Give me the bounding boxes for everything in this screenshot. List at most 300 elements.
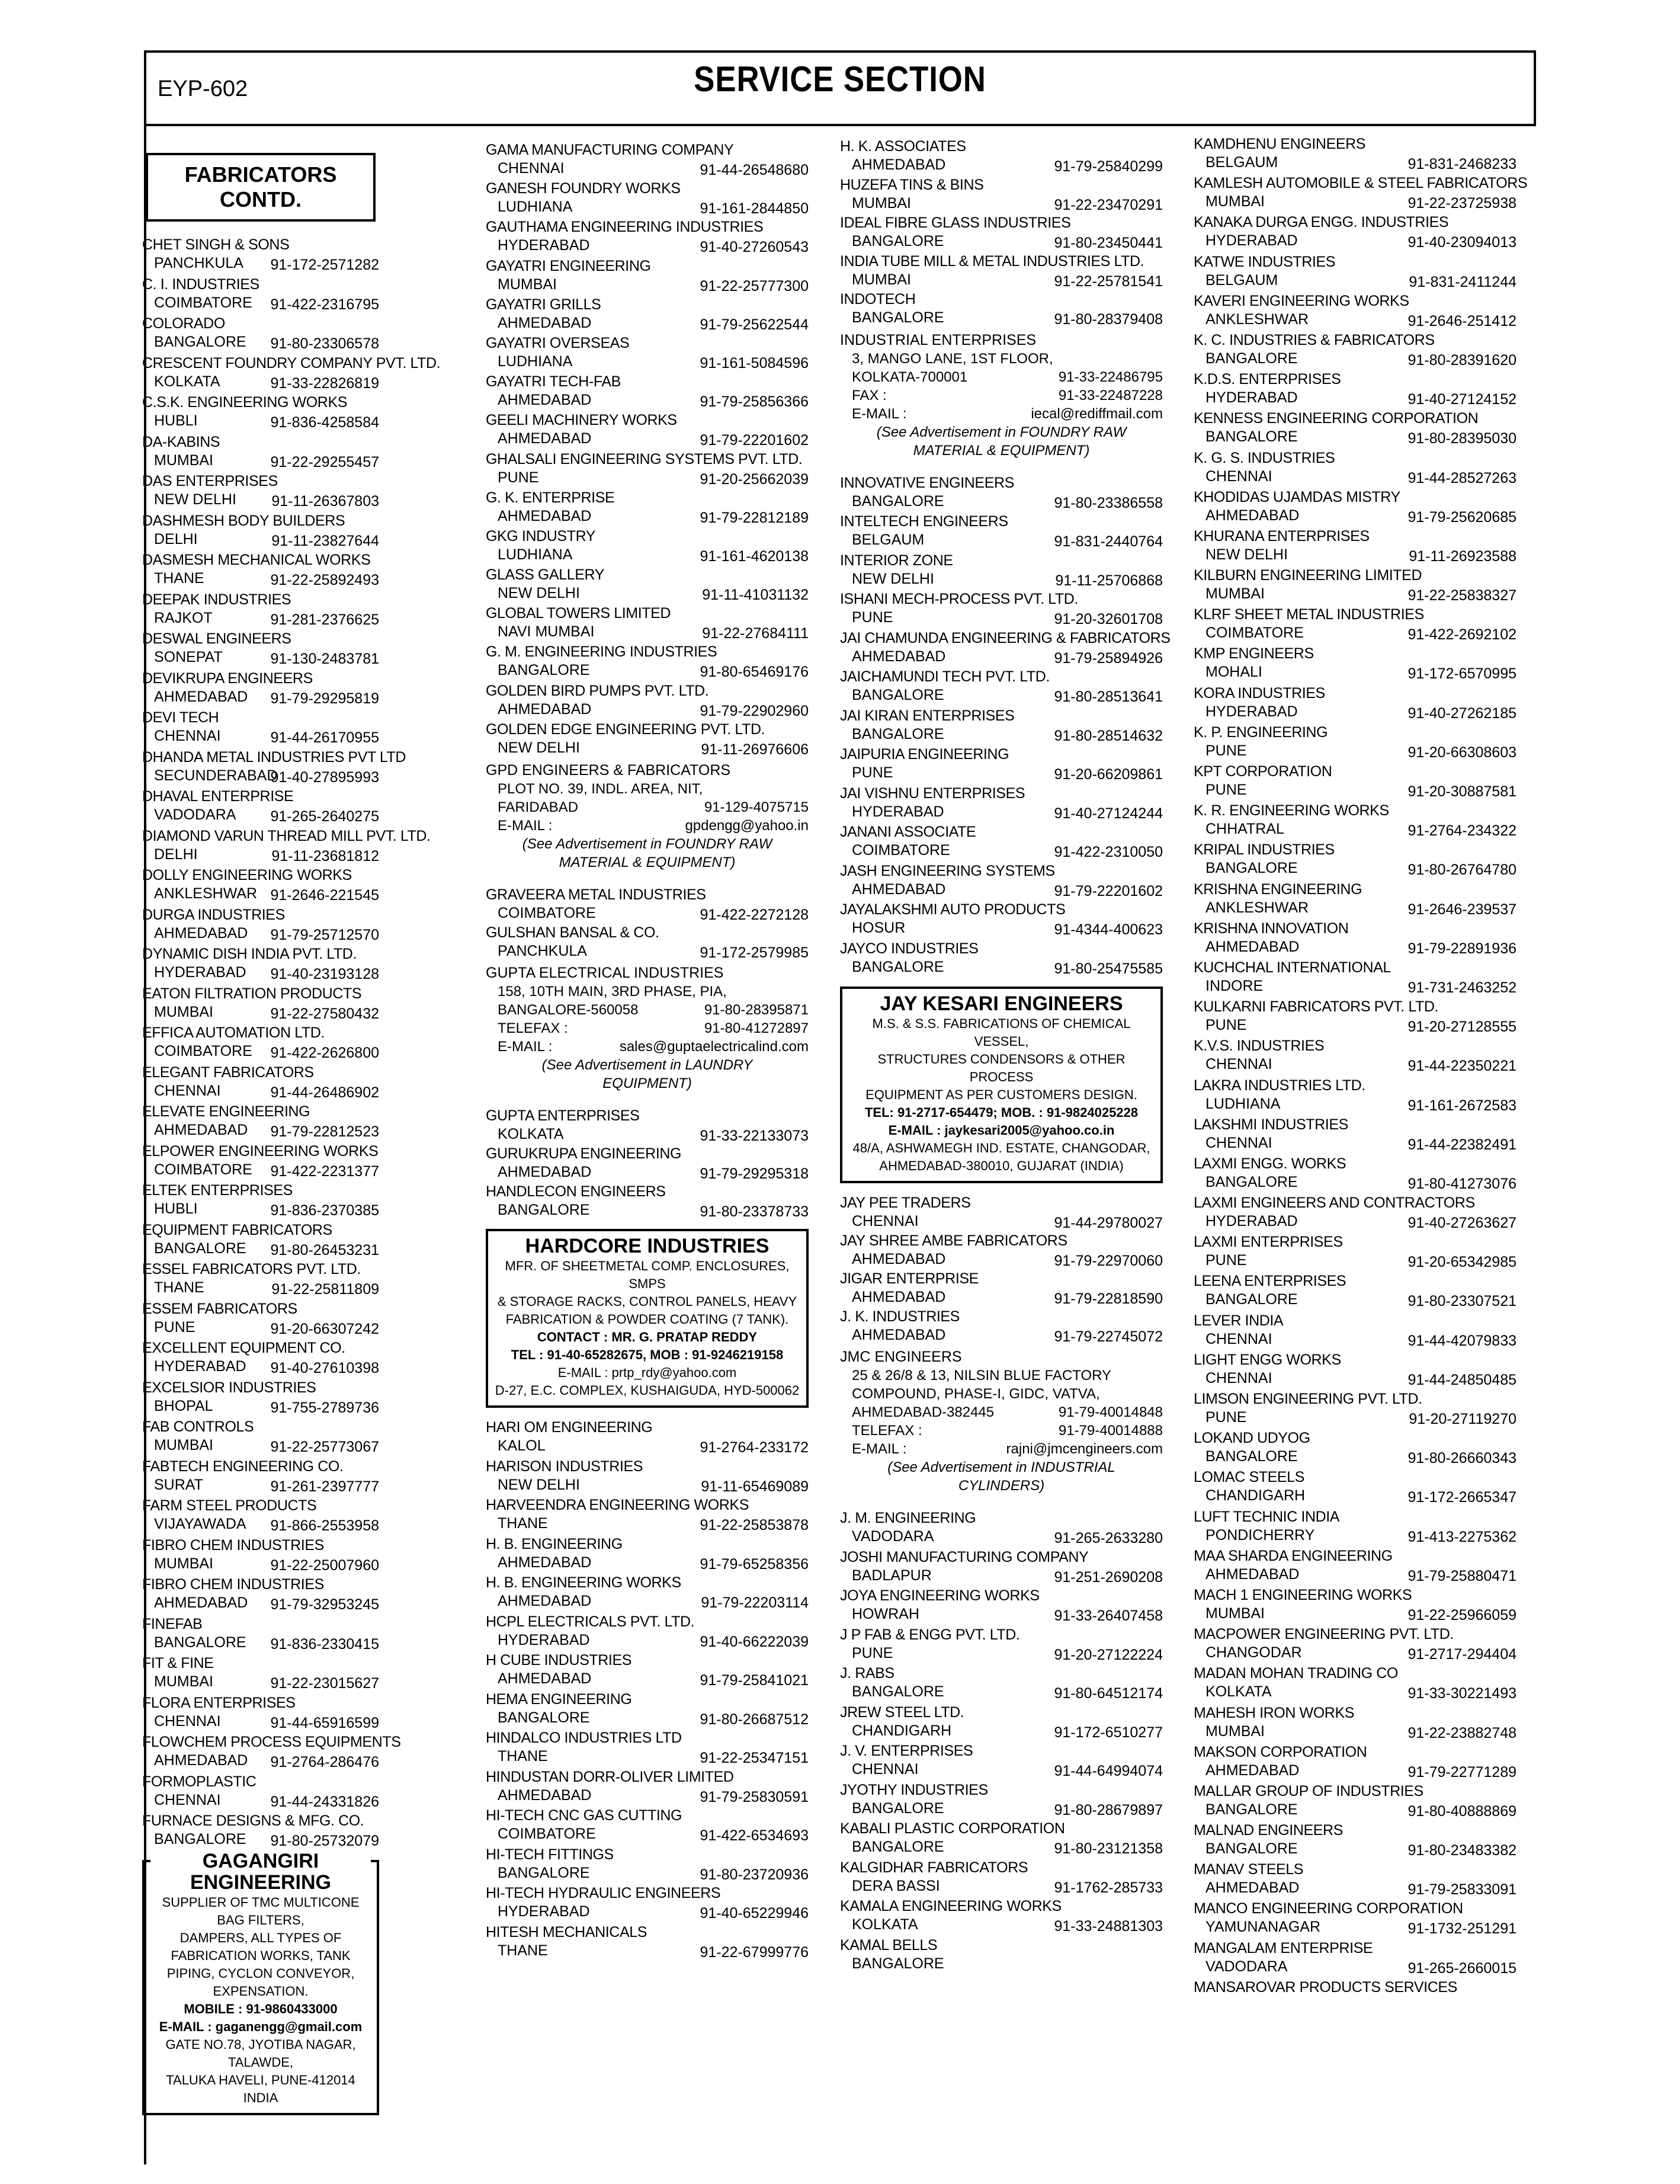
detail-phone: 91-129-4075715	[704, 799, 809, 815]
detail-entry	[486, 964, 809, 1093]
company-name: FLORA ENTERPRISES	[142, 1694, 296, 1711]
company-name: DEVI TECH	[142, 709, 219, 726]
detail-entry	[840, 331, 1163, 460]
company-name: C.S.K. ENGINEERING WORKS	[142, 394, 348, 411]
listing-entry	[142, 709, 379, 748]
company-name: DEVIKRUPA ENGINEERS	[142, 670, 313, 687]
listing-entry	[486, 924, 809, 962]
detail-line	[840, 1403, 1163, 1421]
company-phone: 91-11-26976606	[701, 741, 809, 758]
listing-entry	[486, 1107, 809, 1145]
detail-address: 25 & 26/8 & 13, NILSIN BLUE FACTORY	[852, 1368, 1111, 1384]
company-name: KAMLESH AUTOMOBILE & STEEL FABRICATORS	[1194, 175, 1528, 192]
company-name: MANCO ENGINEERING CORPORATION	[1194, 1900, 1463, 1917]
company-city: AHMEDABAD	[154, 1122, 248, 1138]
company-city: THANE	[498, 1515, 548, 1532]
company-city: BANGALORE	[1206, 428, 1298, 446]
company-city: NEW DELHI	[852, 570, 934, 587]
company-city: PUNE	[1206, 1017, 1247, 1034]
company-city: MUMBAI	[852, 271, 911, 288]
listing-entry	[840, 1587, 1163, 1626]
column-1-list	[142, 236, 441, 1852]
company-phone: 91-40-66222039	[700, 1633, 809, 1650]
company-city: AHMEDABAD	[852, 1251, 946, 1267]
advert-address: AHMEDABAD-380010, GUJARAT (INDIA)	[879, 1158, 1124, 1173]
company-city: HYDERABAD	[852, 803, 944, 820]
page-code: EYP-602	[158, 76, 248, 101]
company-city: BANGALORE	[1206, 1173, 1298, 1190]
company-phone: 91-20-66308603	[1408, 744, 1517, 761]
listing-entry	[1194, 1625, 1517, 1664]
company-name: FIT & FINE	[142, 1655, 214, 1671]
company-name: CRESCENT FOUNDRY COMPANY PVT. LTD.	[142, 354, 441, 372]
company-name: LAXMI ENGINEERS AND CONTRACTORS	[1194, 1195, 1475, 1212]
company-name: ELEGANT FABRICATORS	[142, 1064, 314, 1081]
listing-entry	[486, 1535, 809, 1574]
company-phone: 91-22-25892493	[270, 572, 379, 588]
advert-contact: E-MAIL : gaganengg@gmail.com	[159, 2019, 363, 2034]
company-phone: 91-44-22350221	[1408, 1058, 1517, 1075]
company-name: FAB CONTROLS	[142, 1418, 254, 1435]
listing-entry	[1194, 1508, 1517, 1547]
listing-entry	[1194, 1704, 1517, 1743]
company-phone: 91-413-2275362	[1408, 1528, 1517, 1545]
company-phone: 91-79-29295318	[700, 1165, 809, 1182]
company-name: GAUTHAMA ENGINEERING INDUSTRIES	[486, 219, 764, 236]
listing-entry	[840, 1703, 1163, 1743]
company-phone: 91-22-23725938	[1408, 195, 1517, 212]
company-name: FORMOPLASTIC	[142, 1773, 257, 1790]
company-name: LIGHT ENGG WORKS	[1194, 1351, 1341, 1368]
column-2-list-c	[486, 1107, 809, 1221]
company-name: G. K. ENTERPRISE	[486, 489, 615, 506]
company-name: GAYATRI TECH-FAB	[486, 373, 621, 390]
company-phone: 91-44-24331826	[270, 1793, 379, 1810]
company-phone: 91-20-65342985	[1408, 1254, 1517, 1271]
detail-email: gpdengg@yahoo.in	[685, 818, 809, 834]
company-phone: 91-80-25732079	[270, 1833, 379, 1849]
company-phone: 91-79-32953245	[270, 1596, 379, 1613]
listing-entry	[142, 1142, 379, 1182]
company-city: HYDERABAD	[1206, 232, 1298, 249]
listing-entry	[142, 630, 379, 670]
company-city: COIMBATORE	[154, 1043, 252, 1059]
advert-contact: TEL : 91-40-65282675, MOB : 91-9246219158	[511, 1347, 784, 1362]
detail-telefax-label: TELEFAX :	[852, 1423, 922, 1439]
listing-entry	[840, 552, 1163, 591]
company-city: BANGALORE	[1206, 1840, 1298, 1858]
listing-entry	[1194, 1900, 1517, 1939]
listing-entry	[840, 290, 1163, 329]
company-phone: 91-40-27263627	[1408, 1215, 1517, 1232]
listing-entry	[840, 784, 1163, 824]
column-3-list-a	[840, 137, 1163, 329]
listing-entry	[1194, 331, 1517, 370]
company-phone: 91-79-22812523	[270, 1123, 379, 1140]
company-city: BANGALORE	[154, 334, 246, 350]
company-name: GHALSALI ENGINEERING SYSTEMS PVT. LTD.	[486, 450, 803, 467]
listing-entry	[840, 1936, 1163, 1975]
listing-entry	[1194, 1860, 1517, 1900]
company-city: PUNE	[852, 764, 893, 781]
company-phone: 91-866-2553958	[270, 1517, 379, 1534]
company-city: LUDHIANA	[1206, 1095, 1281, 1112]
company-phone: 91-22-25777300	[700, 277, 809, 294]
listing-entry	[142, 906, 379, 946]
company-phone: 91-79-25880471	[1408, 1567, 1517, 1584]
company-name: KRIPAL INDUSTRIES	[1194, 841, 1335, 859]
listing-entry	[486, 720, 809, 759]
company-phone: 91-422-2626800	[270, 1045, 379, 1061]
listing-entry	[486, 218, 809, 257]
company-name: GEELI MACHINERY WORKS	[486, 412, 677, 429]
advert-line: & STORAGE RACKS, CONTROL PANELS, HEAVY	[497, 1294, 797, 1309]
company-phone: 91-11-23827644	[271, 532, 379, 549]
company-phone: 91-80-28395030	[1408, 430, 1517, 447]
listing-entry	[486, 1768, 809, 1807]
company-city: CHHATRAL	[1206, 821, 1284, 838]
company-city: BANGALORE	[498, 1202, 590, 1218]
listing-entry	[1194, 1077, 1517, 1116]
company-name: MACPOWER ENGINEERING PVT. LTD.	[1194, 1626, 1454, 1643]
company-phone: 91-79-25856366	[700, 393, 809, 411]
advert-address: GATE NO.78, JYOTIBA NAGAR, TALAWDE,	[165, 2036, 356, 2070]
company-phone: 91-11-26367803	[271, 493, 379, 510]
company-phone: 91-261-2397777	[270, 1478, 379, 1495]
company-phone: 91-40-23193128	[270, 966, 379, 982]
listing-entry	[142, 1418, 379, 1458]
company-city: AHMEDABAD	[498, 507, 592, 524]
company-name: KILBURN ENGINEERING LIMITED	[1194, 567, 1422, 584]
company-name: GOLDEN EDGE ENGINEERING PVT. LTD.	[486, 720, 765, 738]
company-city: BHOPAL	[154, 1397, 213, 1414]
company-city: MUMBAI	[1206, 193, 1265, 210]
listing-entry	[1194, 488, 1517, 527]
column-2-list-b	[486, 886, 809, 962]
company-name: KENNESS ENGINEERING CORPORATION	[1194, 410, 1479, 427]
listing-entry	[1194, 1351, 1517, 1390]
company-name: HARI OM ENGINEERING	[486, 1419, 653, 1436]
company-city: KOLKATA	[852, 1916, 918, 1933]
listing-entry	[1194, 1743, 1517, 1782]
company-city: LUDHIANA	[498, 353, 573, 370]
advert-line: STRUCTURES CONDENSORS & OTHER PROCESS	[877, 1052, 1126, 1084]
company-city: BANGALORE	[498, 1864, 590, 1881]
company-name: HEMA ENGINEERING	[486, 1690, 632, 1708]
company-city: AHMEDABAD	[852, 156, 946, 173]
company-name: LAKRA INDUSTRIES LTD.	[1194, 1077, 1365, 1094]
listing-entry	[142, 1812, 379, 1852]
listing-entry	[1194, 1194, 1517, 1233]
company-city: MUMBAI	[154, 1555, 213, 1572]
detail-line	[840, 1366, 1163, 1385]
advert-note: (See Advertisement in LAUNDRY EQUIPMENT)	[541, 1057, 753, 1091]
company-city: MUMBAI	[154, 1673, 213, 1690]
detail-telefax-label: TELEFAX :	[498, 1020, 568, 1036]
company-name: JAYCO INDUSTRIES	[840, 940, 979, 957]
advert-title: JAY KESARI ENGINEERS	[876, 993, 1126, 1014]
company-name: KUCHCHAL INTERNATIONAL	[1194, 959, 1391, 976]
company-city: PUNE	[1206, 1409, 1247, 1426]
advert-note: (See Advertisement in FOUNDRY RAW MATERIAL & EQUIPMENT)	[522, 836, 772, 870]
company-name: JAICHAMUNDI TECH PVT. LTD.	[840, 668, 1050, 685]
company-city: BANGALORE	[498, 1709, 590, 1726]
listing-entry	[142, 1024, 379, 1064]
company-phone: 91-44-26486902	[270, 1084, 379, 1101]
company-city: DELHI	[154, 846, 198, 863]
section-subtitle: CONTD.	[220, 187, 302, 212]
company-name: JAY SHREE AMBE FABRICATORS	[840, 1232, 1067, 1249]
company-name: DYNAMIC DISH INDIA PVT. LTD.	[142, 946, 357, 962]
company-phone: 91-422-2272128	[700, 907, 809, 923]
company-phone: 91-33-22133073	[700, 1128, 809, 1144]
listing-entry	[486, 1183, 809, 1221]
company-city: BANGALORE	[852, 687, 944, 703]
company-phone: 91-251-2690208	[1054, 1568, 1163, 1586]
listing-entry	[1194, 1586, 1517, 1625]
company-city: PANCHKULA	[154, 255, 243, 271]
listing-entry	[142, 1103, 379, 1142]
company-phone: 91-422-2316795	[270, 296, 379, 313]
listing-entry	[486, 1613, 809, 1652]
advert-contact: TEL: 91-2717-654479; MOB. : 91-9824025228	[864, 1105, 1139, 1120]
company-name: KAMALA ENGINEERING WORKS	[840, 1898, 1062, 1914]
company-name: JAIPURIA ENGINEERING	[840, 746, 1009, 763]
company-city: BELGAUM	[1206, 271, 1278, 289]
company-city: AHMEDABAD	[154, 688, 248, 705]
company-name: GUPTA ENTERPRISES	[486, 1107, 640, 1124]
company-phone: 91-265-2640275	[270, 808, 379, 825]
detail-email-label: E-MAIL :	[498, 818, 553, 834]
company-city: LUDHIANA	[498, 198, 573, 216]
listing-entry	[1194, 253, 1517, 292]
listing-entry	[1194, 1547, 1517, 1586]
listing-entry	[1194, 566, 1517, 606]
company-city: CHENNAI	[852, 1213, 919, 1229]
company-name: IDEAL FIBRE GLASS INDUSTRIES	[840, 214, 1071, 231]
listing-entry	[486, 1729, 809, 1768]
company-phone: 91-731-2463252	[1408, 979, 1517, 996]
column-4	[1194, 135, 1528, 2018]
company-phone: 91-2764-233172	[700, 1439, 809, 1456]
company-name: K.V.S. INDUSTRIES	[1194, 1037, 1325, 1055]
company-city: HYDERABAD	[498, 1631, 590, 1648]
company-phone: 91-80-23450441	[1054, 235, 1163, 251]
company-city: BELGAUM	[1206, 154, 1278, 171]
company-phone: 91-22-29255457	[270, 453, 379, 470]
company-name: H. K. ASSOCIATES	[840, 138, 966, 155]
company-name: KRISHNA INNOVATION	[1194, 920, 1349, 937]
advert-line: EQUIPMENT AS PER CUSTOMERS DESIGN.	[865, 1087, 1137, 1102]
company-name: JAI VISHNU ENTERPRISES	[840, 784, 1025, 802]
detail-address: PLOT NO. 39, INDL. AREA, NIT,	[498, 781, 703, 797]
company-city: PUNE	[154, 1318, 195, 1336]
section-heading	[146, 153, 376, 222]
company-name: FABTECH ENGINEERING CO.	[142, 1458, 344, 1475]
listing-entry	[840, 176, 1163, 214]
company-phone: 91-40-27124244	[1054, 805, 1163, 822]
company-phone: 91-80-23378733	[700, 1203, 809, 1220]
company-city: AHMEDABAD	[154, 1752, 248, 1769]
company-city: BANGALORE	[852, 725, 944, 742]
company-city: BANGALORE	[1206, 1448, 1298, 1465]
column-2	[486, 141, 809, 1962]
company-city: AHMEDABAD	[852, 648, 946, 665]
listing-entry	[142, 1260, 379, 1300]
company-phone: 91-161-4620138	[700, 547, 809, 565]
company-name: DEEPAK INDUSTRIES	[142, 591, 291, 608]
detail-address: 3, MANGO LANE, 1ST FLOOR,	[852, 350, 1053, 367]
company-city: BANGALORE	[852, 309, 944, 326]
company-phone: 91-80-23720936	[700, 1866, 809, 1883]
listing-entry	[840, 1664, 1163, 1703]
company-name: GUPTA ELECTRICAL INDUSTRIES	[486, 965, 724, 981]
listing-entry	[840, 1548, 1163, 1587]
listing-entry	[142, 1458, 379, 1497]
listing-entry	[1194, 959, 1517, 998]
company-phone: 91-161-2672583	[1408, 1097, 1517, 1114]
company-name: DHANDA METAL INDUSTRIES PVT LTD	[142, 748, 406, 766]
company-phone: 91-79-22902960	[700, 702, 809, 719]
company-phone: 91-80-23306578	[270, 335, 379, 352]
company-city: AHMEDABAD	[1206, 1762, 1300, 1779]
company-city: ANKLESHWAR	[1206, 899, 1309, 916]
advert-address: D-27, E.C. COMPLEX, KUSHAIGUDA, HYD-500062	[495, 1383, 800, 1398]
company-phone: 91-20-27119270	[1409, 1411, 1517, 1427]
company-phone: 91-80-26660343	[1408, 1450, 1517, 1467]
company-name: H. B. ENGINEERING WORKS	[486, 1574, 681, 1591]
company-city: CHANDIGARH	[1206, 1487, 1306, 1504]
company-city: HYDERABAD	[498, 237, 590, 254]
detail-city: BANGALORE-560058	[498, 1002, 639, 1018]
listing-entry	[142, 1575, 379, 1615]
company-city: THANE	[498, 1748, 548, 1765]
company-name: LAXMI ENGG. WORKS	[1194, 1155, 1346, 1172]
company-name: MAHESH IRON WORKS	[1194, 1704, 1354, 1721]
company-city: INDORE	[1206, 977, 1264, 994]
company-phone: 91-422-2231377	[270, 1163, 379, 1180]
company-name: COLORADO	[142, 315, 225, 332]
company-name: HI-TECH CNC GAS CUTTING	[486, 1807, 682, 1824]
company-name: HITESH MECHANICALS	[486, 1923, 647, 1940]
listing-entry	[840, 668, 1163, 707]
detail-line	[840, 386, 1163, 405]
company-phone: 91-80-23307521	[1408, 1293, 1517, 1310]
listing-entry	[1194, 645, 1517, 684]
column-1	[142, 153, 441, 2126]
company-phone: 91-20-66307242	[270, 1320, 379, 1337]
detail-email-label: E-MAIL :	[852, 1441, 907, 1457]
company-city: AHMEDABAD	[498, 314, 592, 331]
company-city: THANE	[154, 570, 204, 587]
company-name: J. V. ENTERPRISES	[840, 1743, 973, 1759]
company-name: KHURANA ENTERPRISES	[1194, 527, 1370, 545]
listing-entry	[486, 141, 809, 180]
company-name: MANGALAM ENTERPRISE	[1194, 1939, 1373, 1956]
listing-entry	[486, 604, 809, 643]
listing-entry	[486, 1496, 809, 1535]
company-phone: 91-161-5084596	[700, 354, 809, 372]
company-city: MUMBAI	[1206, 1722, 1265, 1740]
listing-entry	[1194, 1429, 1517, 1468]
company-phone: 91-22-27684111	[702, 625, 809, 642]
company-city: ANKLESHWAR	[1206, 310, 1309, 328]
company-phone: 91-22-23470291	[1054, 196, 1163, 213]
company-phone: 91-44-42079833	[1408, 1332, 1517, 1349]
company-name: JIGAR ENTERPRISE	[840, 1270, 979, 1287]
company-name: KRISHNA ENGINEERING	[1194, 880, 1362, 898]
listing-entry	[142, 1615, 379, 1655]
listing-entry	[1194, 998, 1517, 1037]
company-phone: 91-44-24850485	[1408, 1371, 1517, 1388]
company-name: DASMESH MECHANICAL WORKS	[142, 552, 371, 568]
listing-entry	[840, 745, 1163, 784]
company-phone: 91-79-25622544	[700, 316, 809, 333]
company-city: ANKLESHWAR	[154, 885, 258, 902]
listing-entry	[486, 296, 809, 334]
company-city: BANGALORE	[1206, 860, 1298, 877]
listing-entry	[142, 787, 379, 827]
advert-address: TALUKA HAVELI, PUNE-412014 INDIA	[166, 2072, 355, 2105]
company-phone: 91-79-22745072	[1054, 1328, 1163, 1345]
listing-entry	[840, 1820, 1163, 1859]
listing-entry	[142, 945, 379, 985]
company-phone: 91-40-27124152	[1408, 391, 1517, 408]
company-phone: 91-44-22382491	[1408, 1136, 1517, 1153]
listing-entry	[840, 513, 1163, 552]
company-name: GAYATRI ENGINEERING	[486, 257, 651, 274]
listing-entry	[142, 393, 379, 433]
detail-entry	[486, 761, 809, 872]
listing-entry	[142, 1181, 379, 1221]
company-city: MUMBAI	[498, 276, 557, 293]
company-phone: 91-265-2633280	[1054, 1530, 1163, 1546]
company-name: LUFT TECHNIC INDIA	[1194, 1508, 1340, 1525]
listing-entry	[486, 1690, 809, 1730]
company-city: THANE	[154, 1279, 204, 1296]
company-city: AHMEDABAD	[852, 880, 946, 898]
company-city: AHMEDABAD	[498, 392, 592, 409]
company-name: FARM STEEL PRODUCTS	[142, 1497, 317, 1514]
company-city: VADODARA	[852, 1528, 934, 1545]
company-name: KHODIDAS UJAMDAS MISTRY	[1194, 488, 1400, 505]
company-city: HYDERABAD	[1206, 1213, 1298, 1230]
listing-entry	[142, 670, 379, 709]
detail-city: KOLKATA-700001	[852, 369, 968, 385]
company-name: MADAN MOHAN TRADING CO	[1194, 1665, 1398, 1682]
company-name: INTELTECH ENGINEERS	[840, 513, 1008, 530]
company-phone: 91-44-64994074	[1054, 1763, 1163, 1779]
detail-line	[486, 1037, 809, 1056]
company-name: HI-TECH HYDRAULIC ENGINEERS	[486, 1885, 721, 1901]
company-name: C. I. INDUSTRIES	[142, 276, 259, 293]
company-city: HYDERABAD	[154, 964, 246, 981]
company-phone: 91-22-25838327	[1408, 587, 1517, 604]
company-name: KULKARNI FABRICATORS PVT. LTD.	[1194, 998, 1439, 1016]
company-city: BANGALORE	[1206, 1291, 1298, 1308]
company-phone: 91-161-2844850	[700, 200, 809, 217]
company-city: CHANDIGARH	[852, 1722, 952, 1739]
company-name: INNOVATIVE ENGINEERS	[840, 474, 1014, 491]
company-name: DA-KABINS	[142, 433, 220, 450]
company-city: NAVI MUMBAI	[498, 623, 595, 641]
company-city: THANE	[498, 1942, 548, 1959]
listing-entry	[142, 551, 379, 591]
company-name: JREW STEEL LTD.	[840, 1703, 964, 1721]
company-city: COIMBATORE	[852, 842, 950, 859]
company-phone: 91-79-22201602	[1054, 882, 1163, 899]
advert-title: GAGANGIRI ENGINEERING	[150, 1850, 371, 1893]
